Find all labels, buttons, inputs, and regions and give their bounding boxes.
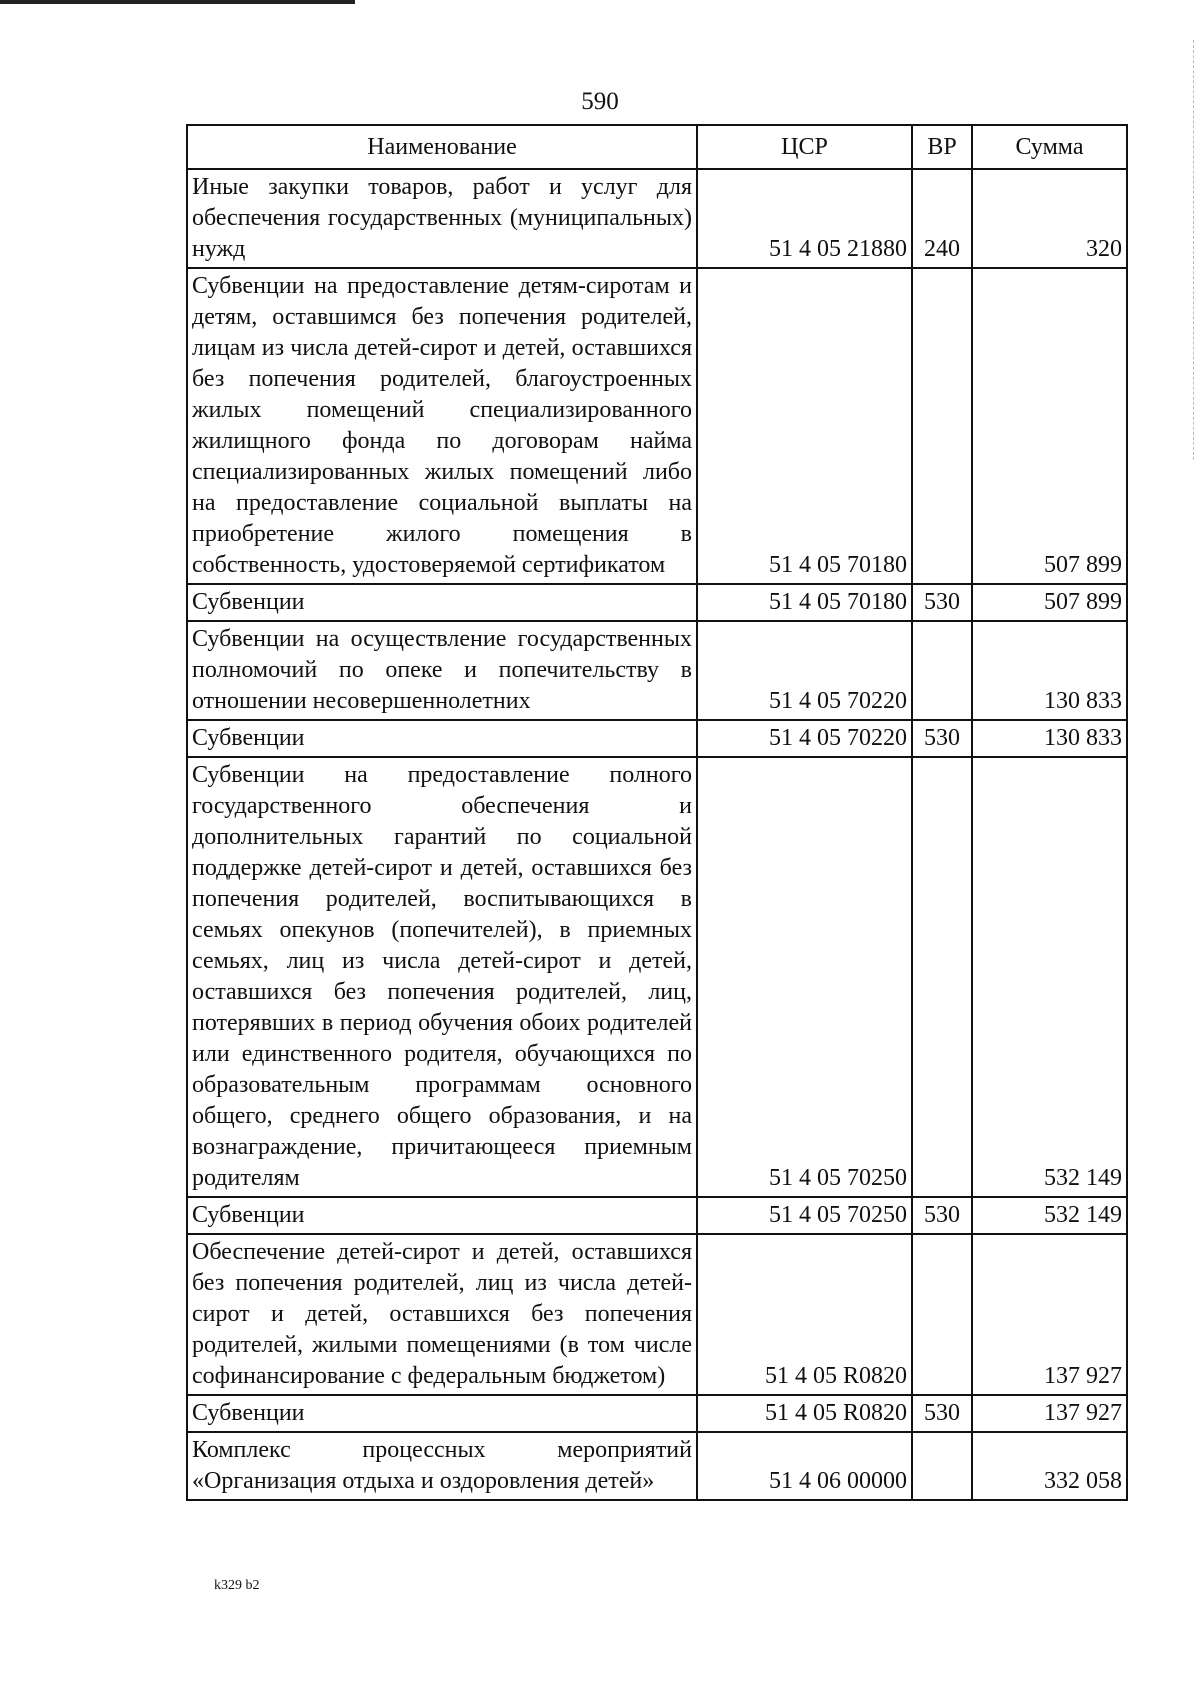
row-sum: 507 899 <box>972 584 1127 621</box>
row-sum: 532 149 <box>972 1197 1127 1234</box>
table-row <box>187 169 1127 268</box>
row-csr: 51 4 05 70180 <box>697 584 912 621</box>
row-sum: 137 927 <box>972 1395 1127 1432</box>
row-name: Субвенции <box>187 1197 697 1234</box>
row-name: Субвенции на предоставление детям-сиротам и детям, оставшимся без попечения родителей, лицам из числа детей-сирот и детей, оставшихся без попечения родителей, благоустроенных жилых помещений специализированного жилищного фонда по договорам найма специализированных жилых помещений либо на предоставление социальной выплаты на приобретение жилого помещения в собственность, удостоверяемой сертификатом <box>187 268 697 584</box>
row-vr: 530 <box>912 584 972 621</box>
table-row <box>187 1234 1127 1395</box>
row-vr: 530 <box>912 1197 972 1234</box>
table-row <box>187 1197 1127 1234</box>
row-name: Субвенции на предоставление полного государственного обеспечения и дополнительных гарантий по социальной поддержке детей-сирот и детей, оставшихся без попечения родителей, воспитывающихся в семьях опекунов (попечителей), в приемных семьях, лиц из числа детей-сирот и детей, оставшихся без попечения родителей, лиц, потерявших в период обучения обоих родителей или единственного родителя, обучающихся по образовательным программам основного общего, среднего общего образования, и на вознаграждение, причитающееся приемным родителям <box>187 757 697 1197</box>
row-csr: 51 4 05 70220 <box>697 621 912 720</box>
table-row <box>187 1432 1127 1500</box>
header-vr: ВР <box>912 125 972 169</box>
row-vr: 530 <box>912 720 972 757</box>
row-sum: 320 <box>972 169 1127 268</box>
row-sum: 130 833 <box>972 621 1127 720</box>
row-csr: 51 4 05 R0820 <box>697 1234 912 1395</box>
row-vr <box>912 757 972 1197</box>
row-name: Иные закупки товаров, работ и услуг для обеспечения государственных (муниципальных) нужд <box>187 169 697 268</box>
row-csr: 51 4 05 70250 <box>697 757 912 1197</box>
row-name: Субвенции <box>187 1395 697 1432</box>
row-sum: 532 149 <box>972 757 1127 1197</box>
row-name: Субвенции <box>187 584 697 621</box>
row-vr <box>912 268 972 584</box>
header-sum: Сумма <box>972 125 1127 169</box>
row-sum: 332 058 <box>972 1432 1127 1500</box>
table-header-row <box>187 125 1127 169</box>
footer-code: k329 b2 <box>214 1578 260 1593</box>
table-row <box>187 621 1127 720</box>
row-csr: 51 4 06 00000 <box>697 1432 912 1500</box>
row-csr: 51 4 05 21880 <box>697 169 912 268</box>
page-number: 590 <box>581 88 619 115</box>
row-csr: 51 4 05 70220 <box>697 720 912 757</box>
row-sum: 130 833 <box>972 720 1127 757</box>
header-name: Наименование <box>187 125 697 169</box>
row-vr: 530 <box>912 1395 972 1432</box>
row-csr: 51 4 05 R0820 <box>697 1395 912 1432</box>
row-sum: 507 899 <box>972 268 1127 584</box>
row-name: Обеспечение детей-сирот и детей, оставшихся без попечения родителей, лиц из числа детей-сирот и детей, оставшихся без попечения родителей, жилыми помещениями (в том числе софинансирование с федеральным бюджетом) <box>187 1234 697 1395</box>
row-csr: 51 4 05 70180 <box>697 268 912 584</box>
row-vr: 240 <box>912 169 972 268</box>
table-row <box>187 1395 1127 1432</box>
table-row <box>187 720 1127 757</box>
row-vr <box>912 621 972 720</box>
row-vr <box>912 1234 972 1395</box>
row-vr <box>912 1432 972 1500</box>
table-row <box>187 757 1127 1197</box>
row-name: Субвенции на осуществление государственных полномочий по опеке и попечительству в отношении несовершеннолетних <box>187 621 697 720</box>
table-row <box>187 584 1127 621</box>
row-csr: 51 4 05 70250 <box>697 1197 912 1234</box>
row-name: Субвенции <box>187 720 697 757</box>
budget-table <box>186 124 1128 1501</box>
header-csr: ЦСР <box>697 125 912 169</box>
top-edge-line <box>0 0 355 4</box>
row-name: Комплекс процессных мероприятий «Организация отдыха и оздоровления детей» <box>187 1432 697 1500</box>
table-row <box>187 268 1127 584</box>
row-sum: 137 927 <box>972 1234 1127 1395</box>
